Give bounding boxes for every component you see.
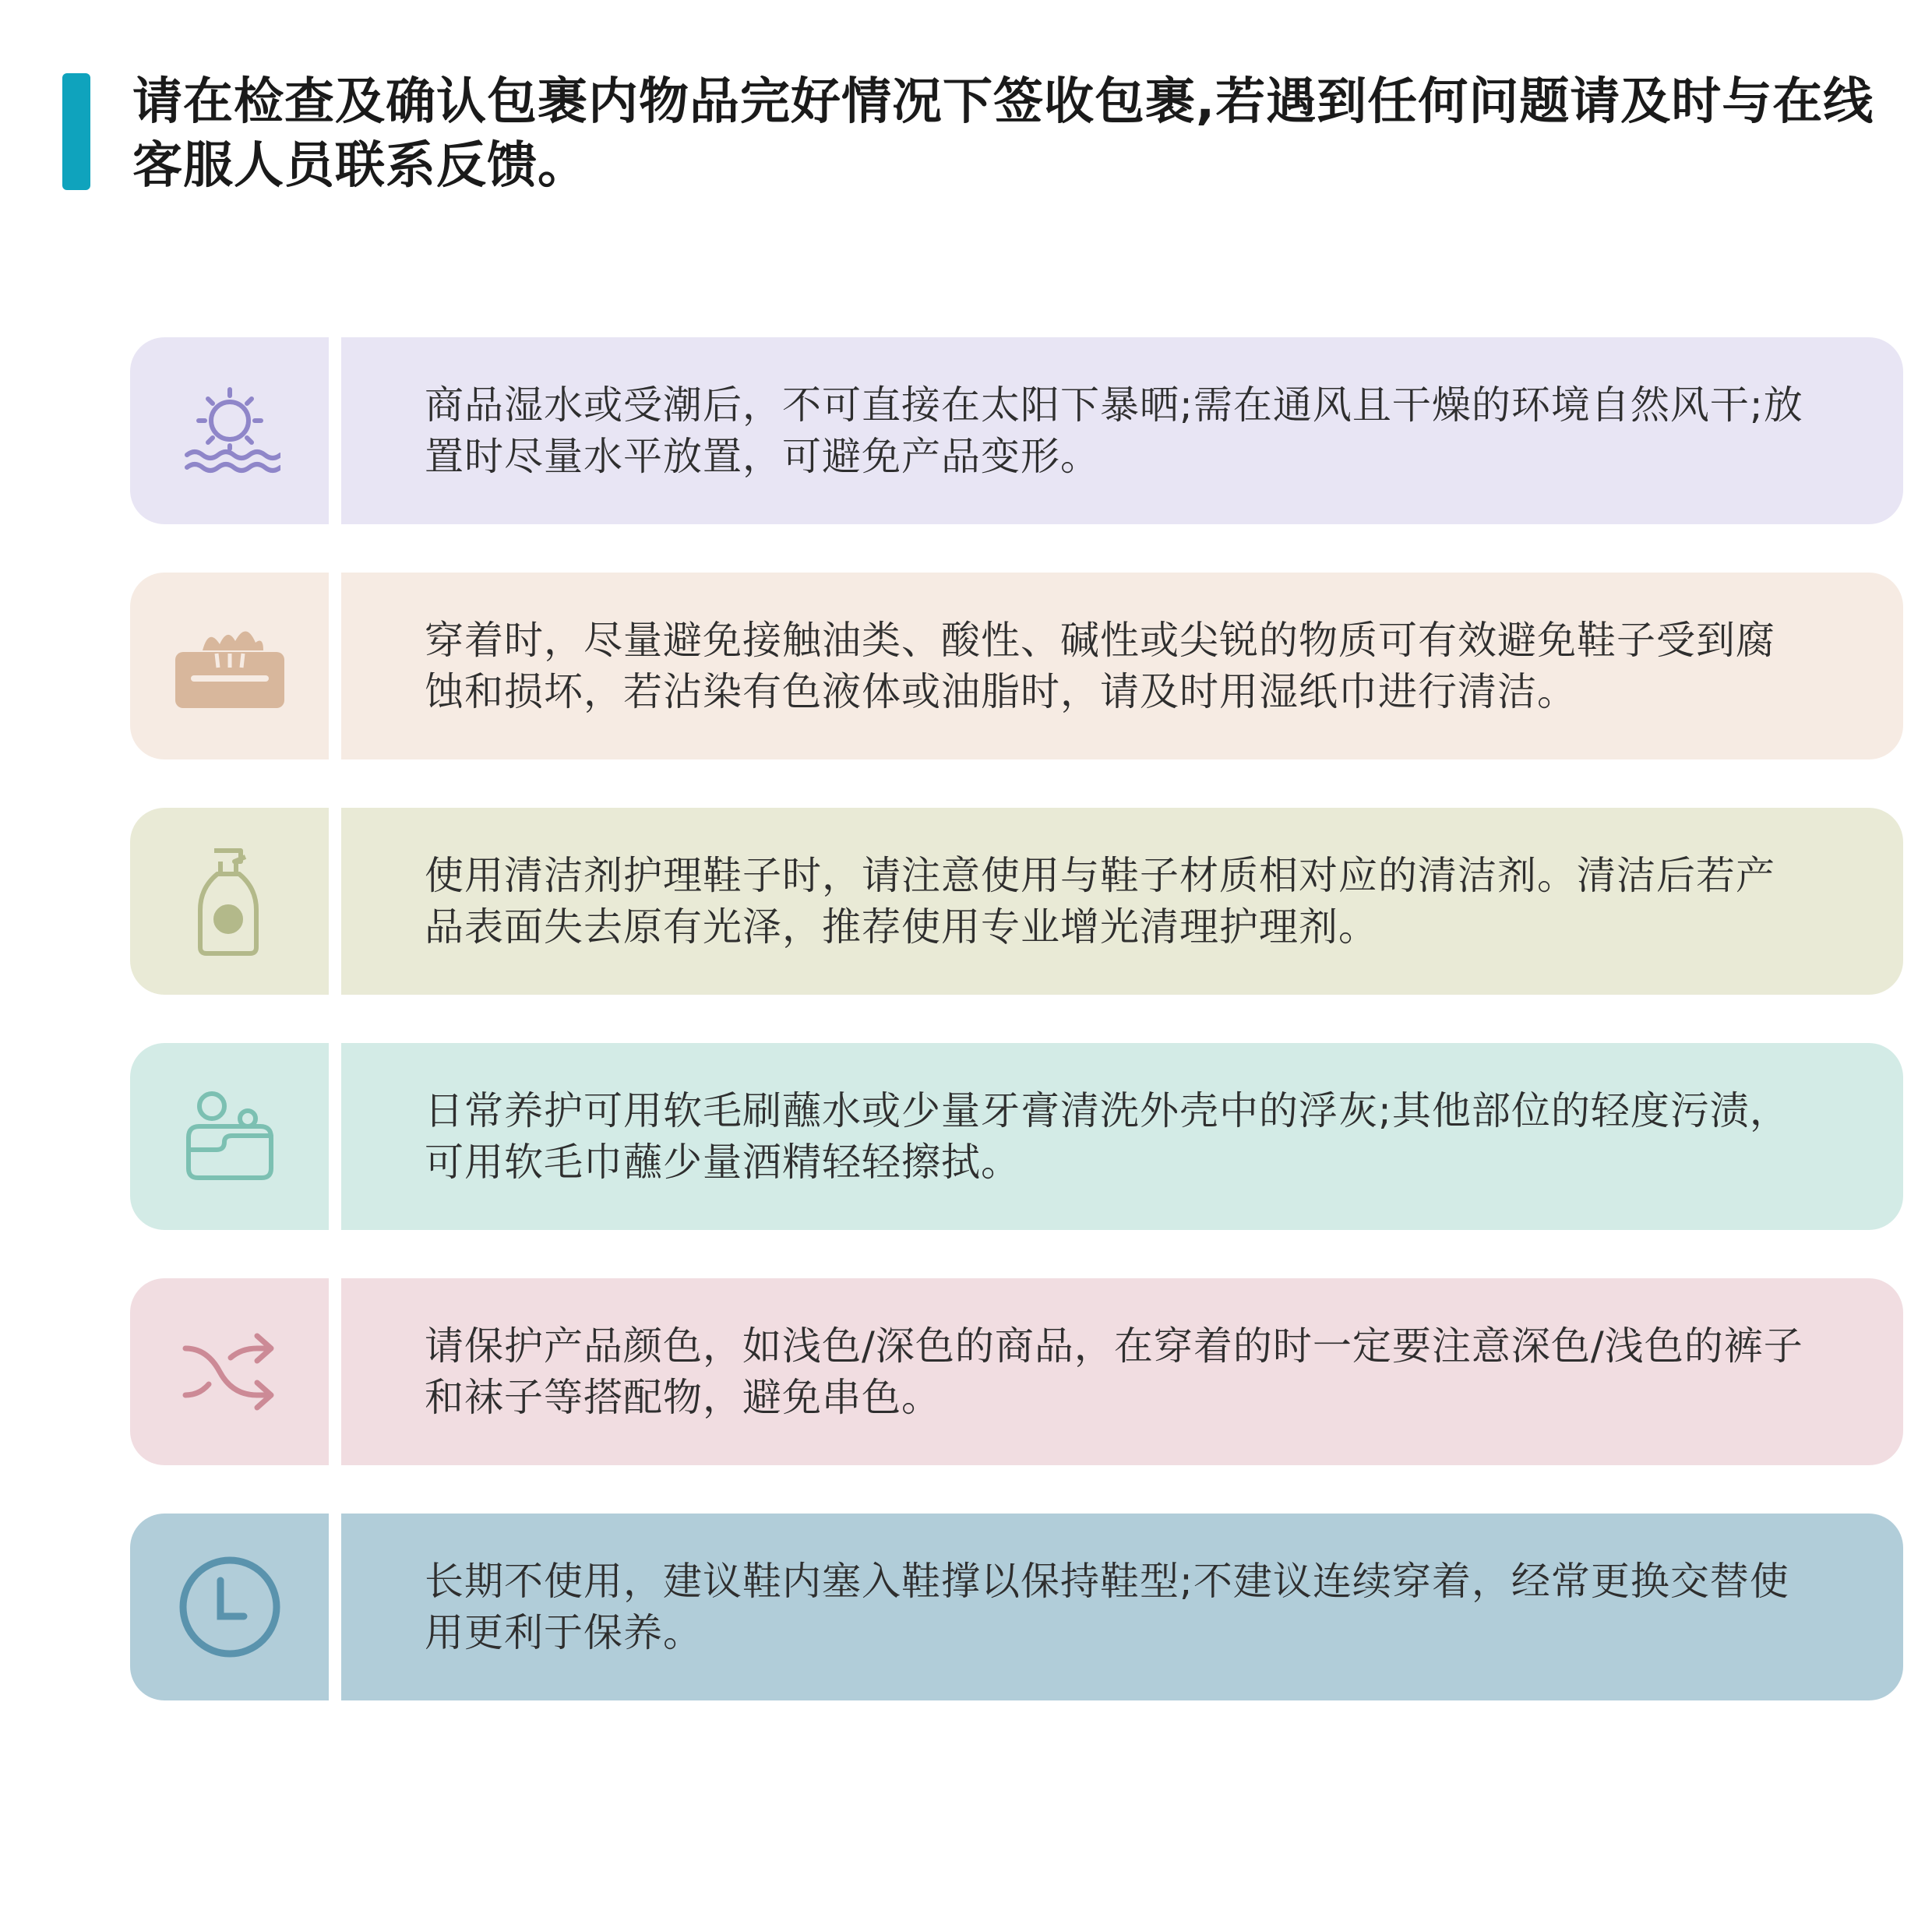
icon-panel <box>130 573 329 759</box>
care-item-avoid-corrosion <box>130 573 1903 759</box>
text-panel <box>341 1278 1903 1465</box>
shuffle-arrows-icon <box>179 1325 280 1418</box>
care-text: 商品湿水或受潮后，不可直接在太阳下暴晒;需在通风且干燥的环境自然风干;放置时尽量水平放置，可避免产品变形。 <box>425 382 1803 479</box>
care-item-long-term-storage <box>130 1514 1903 1700</box>
tissue-box-icon <box>171 619 288 713</box>
care-text: 请保护产品颜色，如浅色/深色的商品，在穿着的时一定要注意深色/浅色的裤子和袜子等搭配物，避免串色。 <box>425 1323 1803 1420</box>
care-text: 长期不使用，建议鞋内塞入鞋撑以保持鞋型;不建议连续穿着，经常更换交替使用更利于保养。 <box>425 1559 1789 1655</box>
care-item-daily-care <box>130 1043 1903 1230</box>
text-panel <box>341 808 1903 995</box>
icon-panel <box>130 1278 329 1465</box>
text-panel <box>341 337 1903 524</box>
icon-panel <box>130 808 329 995</box>
care-item-cleaning-agent <box>130 808 1903 995</box>
header-accent-bar <box>62 73 90 190</box>
care-item-color-protection <box>130 1278 1903 1465</box>
care-text: 穿着时，尽量避免接触油类、酸性、碱性或尖锐的物质可有效避免鞋子受到腐蚀和损坏，若沾染有色液体或油脂时，请及时用湿纸巾进行清洁。 <box>425 618 1775 714</box>
care-item-sun-drying <box>130 337 1903 524</box>
bath-tub-icon <box>179 1086 280 1187</box>
notice-title: 请在检查及确认包裹内物品完好情况下签收包裹,若遇到任何问题请及时与在线客服人员联系反馈。 <box>132 73 1874 195</box>
icon-panel <box>130 1514 329 1700</box>
care-instructions-list <box>130 337 1903 1749</box>
text-panel <box>341 1043 1903 1230</box>
icon-panel <box>130 337 329 524</box>
icon-panel <box>130 1043 329 1230</box>
care-text: 日常养护可用软毛刷蘸水或少量牙膏清洗外壳中的浮灰;其他部位的轻度污渍，可用软毛巾蘸少量酒精轻轻擦拭。 <box>425 1088 1789 1185</box>
text-panel <box>341 1514 1903 1700</box>
clock-icon <box>175 1552 284 1662</box>
spray-bottle-icon <box>191 843 269 960</box>
care-text: 使用清洁剂护理鞋子时，请注意使用与鞋子材质相对应的清洁剂。清洁后若产品表面失去原有光泽，推荐使用专业增光清理护理剂。 <box>425 853 1775 950</box>
sun-over-water-icon <box>179 380 280 481</box>
text-panel <box>341 573 1903 759</box>
